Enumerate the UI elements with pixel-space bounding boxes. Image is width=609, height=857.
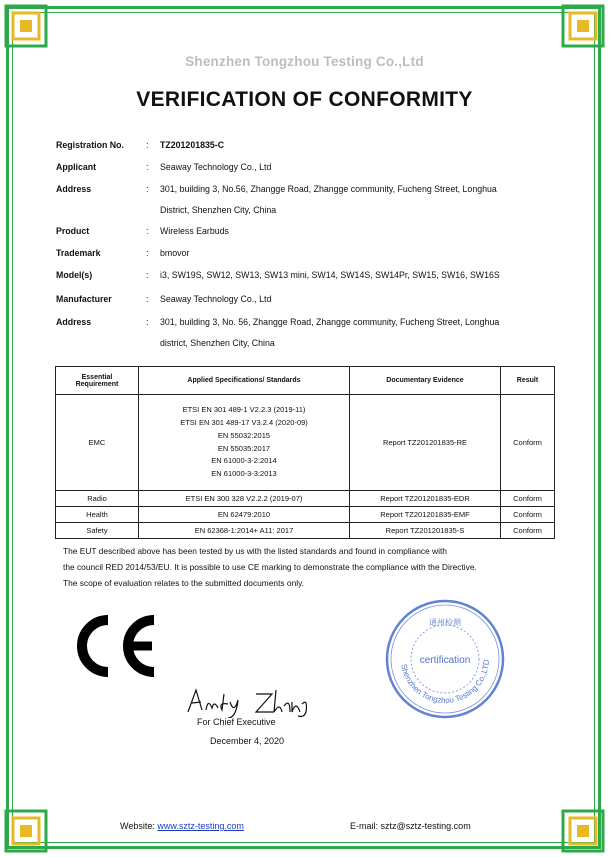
corner-ornament-top-left <box>4 4 48 48</box>
address-line: 301, building 3, No. 56, Zhangge Road, Zhangge community, Fucheng Street, Longhua <box>160 317 500 327</box>
cell-standards <box>139 395 350 491</box>
field-colon: : <box>146 162 149 172</box>
cell-requirement: Radio <box>56 491 139 507</box>
field-label: Applicant <box>56 162 97 172</box>
field-colon: : <box>146 317 149 327</box>
cell-result: Conform <box>501 507 555 523</box>
field-value <box>160 179 609 221</box>
field-label: Address <box>56 317 92 327</box>
field-value <box>160 312 609 354</box>
field-colon: : <box>146 140 149 150</box>
svg-text:Shenzhen Tongzhou Testing Co.,: Shenzhen Tongzhou Testing Co.,LTD <box>399 659 492 706</box>
website-link[interactable]: www.sztz-testing.com <box>157 821 244 831</box>
cell-standards: EN 62479:2010 <box>139 507 350 523</box>
field-colon: : <box>146 184 149 194</box>
statement-line: The scope of evaluation relates to the submitted documents only. <box>63 578 304 588</box>
cell-standards: EN 62368-1:2014+ A11: 2017 <box>139 523 350 539</box>
corner-ornament-bottom-right <box>561 809 605 853</box>
standards-table <box>55 366 555 539</box>
field-value: bmovor <box>160 248 190 258</box>
statement-line: the council RED 2014/53/EU. It is possible to use CE marking to demonstrate the compliance with the Directive. <box>63 562 477 572</box>
header-applied-standards: Applied Specifications/ Standards <box>139 367 350 395</box>
cell-result: Conform <box>501 395 555 491</box>
standard-item: EN 61000-3-2:2014 <box>211 456 277 466</box>
field-label: Model(s) <box>56 270 93 280</box>
cell-evidence: Report TZ201201835-EDR <box>350 491 501 507</box>
signature <box>184 684 314 718</box>
field-label: Address <box>56 184 92 194</box>
header-documentary-evidence: Documentary Evidence <box>350 367 501 395</box>
footer-website <box>120 821 244 831</box>
table-row <box>56 395 555 491</box>
svg-text:certification: certification <box>419 655 471 666</box>
address-line: District, Shenzhen City, China <box>160 205 277 215</box>
table-row <box>56 523 555 539</box>
standard-item: EN 55035:2017 <box>217 443 271 453</box>
cell-requirement: Health <box>56 507 139 523</box>
cell-evidence: Report TZ201201835-EMF <box>350 507 501 523</box>
field-value: Seaway Technology Co., Ltd <box>160 294 272 304</box>
signer-title: For Chief Executive <box>197 717 276 727</box>
cell-result: Conform <box>501 523 555 539</box>
cell-standards: ETSI EN 300 328 V2.2.2 (2019-07) <box>139 491 350 507</box>
standard-item: EN 55032:2015 <box>217 430 271 440</box>
table-row <box>56 507 555 523</box>
field-colon: : <box>146 248 149 258</box>
field-value: TZ201201835-C <box>160 140 225 150</box>
header-essential-requirement: Essential Requirement <box>56 367 139 395</box>
website-label: Website: <box>120 821 155 831</box>
field-colon: : <box>146 226 149 236</box>
field-label: Registration No. <box>56 140 124 150</box>
field-colon: : <box>146 270 149 280</box>
ce-mark-icon <box>68 614 158 678</box>
field-value: i3, SW19S, SW12, SW13, SW13 mini, SW14, SW14S, SW14Pr, SW15, SW16, SW16S <box>160 270 500 280</box>
field-label: Manufacturer <box>56 294 112 304</box>
field-label: Trademark <box>56 248 101 258</box>
address-line: 301, building 3, No.56, Zhangge Road, Zhangge community, Fucheng Street, Longhua <box>160 184 497 194</box>
footer-email <box>350 821 471 831</box>
cell-evidence: Report TZ201201835-S <box>350 523 501 539</box>
header-result: Result <box>501 367 555 395</box>
standard-item: ETSI EN 301 489-1 V2.2.3 (2019-11) <box>182 405 306 415</box>
field-value: Seaway Technology Co., Ltd <box>160 162 272 172</box>
field-colon: : <box>146 294 149 304</box>
standard-item: EN 61000-3-3:2013 <box>211 469 277 479</box>
svg-text:通州检测: 通州检测 <box>429 618 461 627</box>
table-header-row <box>56 367 555 395</box>
cell-evidence: Report TZ201201835-RE <box>350 395 501 491</box>
table-row <box>56 491 555 507</box>
field-label: Product <box>56 226 90 236</box>
email-label: E-mail: <box>350 821 379 831</box>
cell-requirement: Safety <box>56 523 139 539</box>
statement-line: The EUT described above has been tested by us with the listed standards and found in compliance with <box>63 546 447 556</box>
standard-item: ETSI EN 301 489-17 V3.2.4 (2020-09) <box>180 417 308 427</box>
company-name: Shenzhen Tongzhou Testing Co.,Ltd <box>185 54 424 69</box>
cell-result: Conform <box>501 491 555 507</box>
issue-date: December 4, 2020 <box>210 736 285 746</box>
address-line: district, Shenzhen City, China <box>160 338 275 348</box>
cell-requirement: EMC <box>56 395 139 491</box>
certificate-title: VERIFICATION OF CONFORMITY <box>136 88 473 111</box>
compliance-statement <box>63 543 563 591</box>
corner-ornament-bottom-left <box>4 809 48 853</box>
certification-stamp <box>384 598 506 720</box>
corner-ornament-top-right <box>561 4 605 48</box>
email-address: sztz@sztz-testing.com <box>380 821 471 831</box>
field-value: Wireless Earbuds <box>160 226 229 236</box>
